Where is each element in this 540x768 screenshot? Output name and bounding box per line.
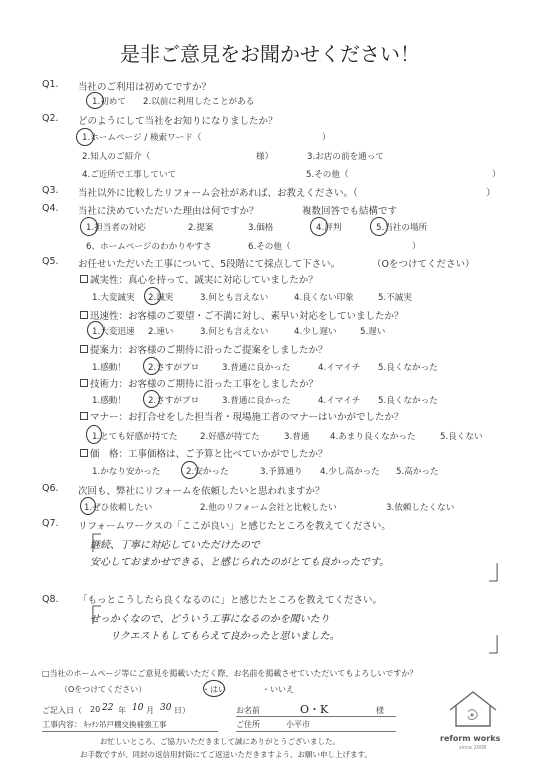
- q5-skill-label: 技術力：お客様のご期待に沿った工事をしましたか？: [90, 379, 319, 390]
- q7-bracket-right: 」: [488, 553, 517, 586]
- q5-checkbox-integrity[interactable]: [80, 275, 88, 283]
- q5-text: お任せいただいた工事について、5段階にて採点して下さい。: [78, 259, 341, 270]
- consent-yes[interactable]: ・はい: [202, 685, 226, 694]
- q8-bracket-right: 」: [488, 625, 517, 658]
- page-title: 是非ご意見をお聞かせください！: [120, 42, 420, 66]
- q2-option-1[interactable]: 1.ホームページ / 検索ワード（: [82, 133, 202, 143]
- q5-manner-option-2[interactable]: 2.好感が持てた: [200, 432, 260, 442]
- q5-speed-answer-circle: [87, 321, 104, 339]
- q5-price-option-4[interactable]: 4.少し高かった: [320, 467, 380, 477]
- q7-bracket-left: 「: [74, 531, 103, 564]
- q3-text: 当社以外に比較したリフォーム会社があれば、お教えください。（: [78, 188, 358, 199]
- q5-checkbox-manner[interactable]: [80, 412, 88, 420]
- q6-option-3[interactable]: 3.依頼したくない: [386, 503, 455, 513]
- q1-number: Q1.: [42, 79, 59, 90]
- q2-option-3[interactable]: 3.お店の前を通って: [307, 152, 384, 162]
- q5-manner-answer-circle: [86, 425, 102, 444]
- q4-number: Q4.: [42, 203, 59, 214]
- q2-option-4[interactable]: 4.ご近所で工事していて: [82, 170, 177, 180]
- q5-price-option-1[interactable]: 1.かなり安かった: [92, 467, 161, 477]
- q4-option-6[interactable]: 6、ホームページのわかりやすさ: [86, 242, 212, 252]
- q2-number: Q2.: [42, 113, 59, 124]
- q2-option-1-end: ）: [322, 133, 331, 143]
- q2-option-5[interactable]: 5.その他（: [306, 170, 349, 180]
- q5-skill-answer-circle: [143, 390, 160, 408]
- q4-option-7-end: ）: [412, 242, 421, 252]
- q5-skill-option-1[interactable]: 1.感動！: [92, 396, 126, 406]
- q5-manner-option-4[interactable]: 4.あまり良くなかった: [330, 432, 416, 442]
- q5-integrity-option-3[interactable]: 3.何とも言えない: [200, 293, 269, 303]
- q5-speed-label: 迅速性：お客様のご要望・ご不満に対し、素早い対応をしていましたか？: [90, 311, 404, 322]
- q5-price-label: 価 格：工事価格は、ご予算と比べていかがでしたか？: [90, 449, 328, 460]
- name-underline: [236, 716, 396, 717]
- thanks-note-2: お手数ですが、同封の返信用封筒にてご返送いただきますよう、お願い申し上げます。: [80, 750, 372, 759]
- q5-integrity-label: 誠実性：真心を持って、誠実に対応していましたか？: [90, 275, 318, 286]
- q8-text: 「もっとこうしたら良くなるのに」と感じたところを教えてください。: [78, 595, 383, 606]
- q1-option-1[interactable]: 1.初めて: [92, 97, 126, 107]
- q5-proposal-option-3[interactable]: 3.普通に良かった: [222, 363, 291, 373]
- name-sama: 様: [376, 706, 384, 715]
- q1-option-2[interactable]: 2.以前に利用したことがある: [143, 97, 255, 107]
- date-year-label: 年: [118, 706, 126, 715]
- q5-skill-option-4[interactable]: 4.イマイチ: [318, 396, 361, 406]
- q2-text: どのようにして当社をお知りになりましたか？: [78, 116, 278, 127]
- q4-answer-circle-5: [370, 217, 388, 236]
- q5-proposal-label: 提案力：お客様のご期待に沿ったご提案をしましたか？: [90, 345, 328, 356]
- thanks-note-1: お忙しいところ、ご協力いただきまして誠にありがとうございました。: [100, 737, 340, 746]
- work-label: 工事内容：: [42, 720, 82, 729]
- q5-speed-option-4[interactable]: 4.少し遅い: [294, 327, 337, 337]
- q5-speed-option-5[interactable]: 5.遅い: [360, 327, 386, 337]
- q5-integrity-answer-circle: [144, 287, 161, 305]
- work-value: ｷｯﾁﾝ吊戸棚交換補強工事: [84, 720, 167, 729]
- q2-answer-circle: [76, 128, 94, 146]
- consent-answer-circle: [203, 680, 225, 697]
- q4-option-7[interactable]: 6.その他（: [248, 242, 291, 252]
- q5-proposal-answer-circle: [143, 357, 160, 375]
- q1-answer-circle: [86, 92, 104, 109]
- q6-option-1[interactable]: 1.ぜひ依頼したい: [84, 503, 153, 513]
- reform-works-logo-icon: [444, 688, 502, 732]
- q3-end: ）: [486, 188, 496, 199]
- address-value: 小平市: [286, 720, 310, 729]
- q7-number: Q7.: [42, 518, 59, 529]
- q5-note: （Oをつけてください）: [372, 259, 475, 270]
- date-label: ご記入日（: [42, 706, 82, 715]
- q8-handwritten-line-2: リクエストもしてもらえて良かったと思いました。: [110, 631, 340, 642]
- q2-option-5-end: ）: [492, 170, 501, 180]
- date-month: 10: [132, 703, 144, 713]
- q5-manner-option-5[interactable]: 5.良くない: [440, 432, 483, 442]
- q4-option-3[interactable]: 3.価格: [248, 223, 274, 233]
- q6-answer-circle: [80, 497, 96, 515]
- q5-proposal-option-4[interactable]: 4.イマイチ: [318, 363, 361, 373]
- q5-proposal-option-5[interactable]: 5.良くなかった: [378, 363, 438, 373]
- q8-handwritten-line-1: せっかくなので、どういう工事になるのかを聞いたり: [90, 614, 330, 625]
- q5-price-answer-circle: [181, 461, 198, 479]
- q5-number: Q5.: [42, 256, 59, 267]
- q5-price-option-5[interactable]: 5.高かった: [396, 467, 439, 477]
- q5-manner-option-1[interactable]: 1.とても好感が持てた: [92, 432, 178, 442]
- q5-price-option-3[interactable]: 3.予算通り: [260, 467, 303, 477]
- q4-answer-circle-1: [80, 217, 98, 236]
- q5-checkbox-skill[interactable]: [80, 379, 88, 387]
- logo-text: reform works: [440, 734, 501, 743]
- q4-note: 複数回答でも結構です: [302, 206, 398, 217]
- date-day: 30: [160, 703, 172, 713]
- q4-option-4[interactable]: 4.評判: [316, 223, 342, 233]
- q7-handwritten-line-1: 継続、丁寧に対応していただけたので: [90, 540, 260, 551]
- date-year-prefix: 20: [90, 705, 101, 714]
- q2-option-2-sama: 様）: [256, 152, 274, 162]
- q3-number: Q3.: [42, 185, 59, 196]
- q4-option-5[interactable]: 5.当社の場所: [376, 223, 428, 233]
- q5-integrity-option-4[interactable]: 4.良くない印象: [294, 293, 354, 303]
- date-month-label: 月: [146, 706, 154, 715]
- q5-integrity-option-5[interactable]: 5.不誠実: [378, 293, 412, 303]
- q5-checkbox-speed[interactable]: [80, 311, 88, 319]
- q6-number: Q6.: [42, 483, 59, 494]
- q6-option-2[interactable]: 2.他のリフォーム会社と比較したい: [200, 503, 337, 513]
- name-value: O・K: [300, 703, 329, 716]
- q5-proposal-option-1[interactable]: 1.感動！: [92, 363, 126, 373]
- name-label: お名前: [236, 706, 260, 715]
- work-underline: [42, 731, 218, 732]
- q4-text: 当社に決めていただいた理由は何ですか？: [78, 206, 259, 217]
- logo-subtext: since 2008: [459, 745, 487, 751]
- q5-integrity-option-2[interactable]: 2.誠実: [148, 293, 174, 303]
- q5-proposal-option-2[interactable]: 2.さすがプロ: [148, 363, 200, 373]
- q5-checkbox-price[interactable]: [80, 449, 88, 457]
- q5-speed-option-2[interactable]: 2.速い: [148, 327, 174, 337]
- q5-price-option-2[interactable]: 2.安かった: [186, 467, 229, 477]
- date-day-label: 日）: [174, 706, 190, 715]
- q4-option-2[interactable]: 2.提案: [188, 223, 214, 233]
- consent-note: （Oをつけてください）: [60, 685, 147, 694]
- q2-option-2[interactable]: 2.知人のご紹介（: [82, 152, 151, 162]
- q4-option-1[interactable]: 1.担当者の対応: [86, 223, 146, 233]
- consent-question: □当社のホームページ等にご意見を掲載いただく際、お名前を掲載させていただいてもよろしいですか？: [42, 669, 418, 678]
- q4-answer-circle-4: [310, 217, 328, 236]
- q1-text: 当社のご利用は初めてですか？: [78, 82, 212, 93]
- q5-skill-option-5[interactable]: 5.良くなかった: [378, 396, 438, 406]
- q5-checkbox-proposal[interactable]: [80, 345, 88, 353]
- q7-text: リフォームワークスの「ここが良い」と感じたところを教えてください。: [78, 521, 391, 532]
- q5-speed-option-1[interactable]: 1.大変迅速: [92, 327, 135, 337]
- q5-skill-option-3[interactable]: 3.普通に良かった: [222, 396, 291, 406]
- q5-speed-option-3[interactable]: 3.何とも言えない: [200, 327, 269, 337]
- date-year-handwritten: 22: [102, 703, 114, 713]
- q5-skill-option-2[interactable]: 2.さすがプロ: [148, 396, 200, 406]
- q6-text: 次回も、弊社にリフォームを依頼したいと思われますか？: [78, 486, 325, 497]
- address-label: ご住所: [236, 720, 260, 729]
- q5-manner-option-3[interactable]: 3.普通: [284, 432, 310, 442]
- q5-manner-label: マナー：お打合せをした担当者・現場施工者のマナーはいかがでしたか？: [90, 412, 404, 423]
- q7-handwritten-line-2: 安心しておまかせできる、と感じられたのがとても良かったです。: [90, 557, 390, 568]
- q5-integrity-option-1[interactable]: 1.大変誠実: [92, 293, 135, 303]
- q8-number: Q8.: [42, 594, 59, 605]
- q8-bracket-left: 「: [74, 603, 103, 636]
- consent-no[interactable]: ・いいえ: [262, 685, 294, 694]
- address-underline: [236, 731, 396, 732]
